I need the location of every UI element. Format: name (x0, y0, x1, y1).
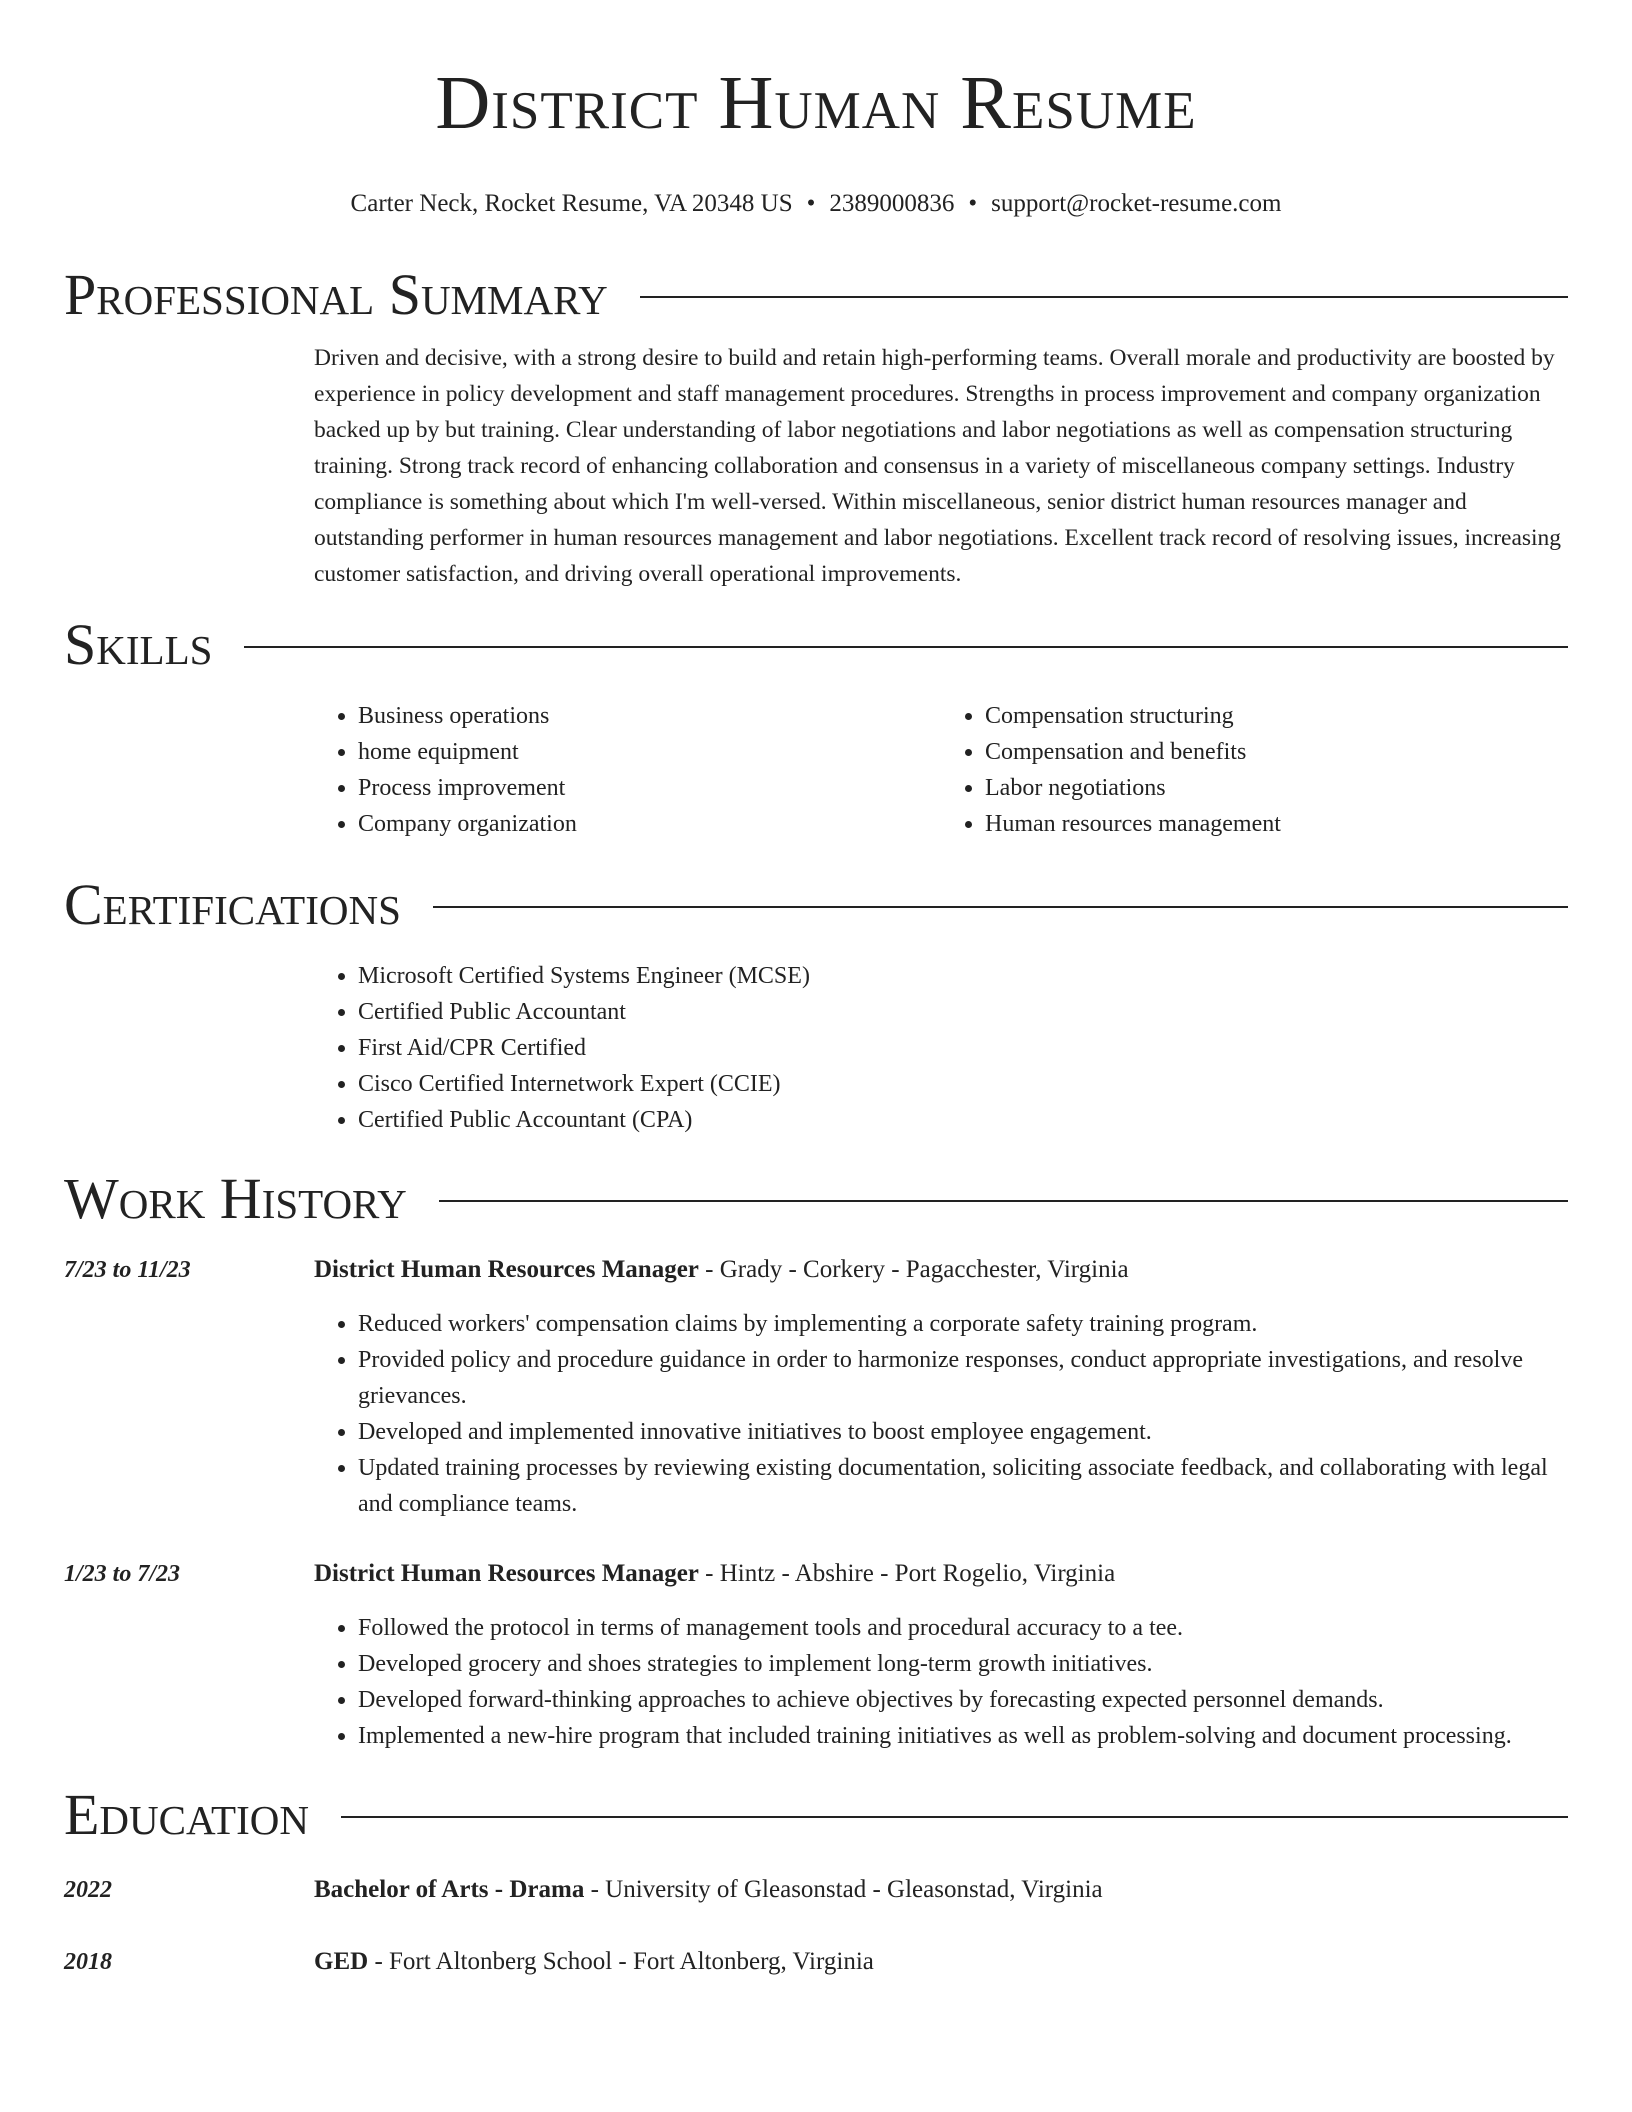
job-dates: 1/23 to 7/23 (64, 1561, 181, 1587)
job-bullet: • Developed and implemented innovative initiatives to boost employee engagement. (358, 1414, 1568, 1450)
skill-item: • Labor negotiations (985, 770, 1568, 806)
education-section (64, 1780, 1568, 1980)
job-bullets (314, 1610, 1568, 1754)
job-title: District Human Resources Manager (314, 1256, 699, 1283)
skill-item: • Compensation and benefits (985, 734, 1568, 770)
education-entry (64, 1944, 1568, 1980)
job-entry (64, 1252, 1568, 1522)
certification-item: • Cisco Certified Internetwork Expert (CCIE) (358, 1066, 1568, 1102)
education-heading-line (314, 1872, 1103, 1908)
summary-section (64, 260, 1568, 592)
skills-list-left (314, 698, 941, 842)
certifications-section (64, 870, 1568, 1138)
job-bullet: • Developed grocery and shoes strategies to implement long-term growth initiatives. (358, 1646, 1568, 1682)
section-divider (640, 296, 1568, 298)
education-year: 2018 (64, 1949, 112, 1975)
job-heading (314, 1556, 1115, 1592)
education-school: - University of Gleasonstad - Gleasonstad, Virginia (584, 1876, 1103, 1903)
job-bullet: • Followed the protocol in terms of management tools and procedural accuracy to a tee. (358, 1610, 1568, 1646)
certification-item: • First Aid/CPR Certified (358, 1030, 1568, 1066)
job-company: - Grady - Corkery - Pagacchester, Virginia (698, 1256, 1129, 1283)
education-heading: Education (64, 1782, 309, 1847)
certifications-body (314, 958, 1568, 1138)
contact-phone: 2389000836 (829, 190, 955, 217)
skill-item: • Process improvement (358, 770, 941, 806)
job-heading (314, 1252, 1129, 1288)
certification-item: • Microsoft Certified Systems Engineer (MCSE) (358, 958, 1568, 994)
work-history-section (64, 1164, 1568, 1754)
skill-item: • home equipment (358, 734, 941, 770)
work-history-header (64, 1164, 1568, 1234)
job-bullet: • Updated training processes by reviewing existing documentation, soliciting associate feedback, and collaborating with legal and compliance teams. (358, 1450, 1568, 1522)
education-degree: Bachelor of Arts - Drama (314, 1876, 585, 1903)
section-divider (439, 1200, 1568, 1202)
job-dates: 7/23 to 11/23 (64, 1257, 191, 1283)
skills-section (64, 610, 1568, 842)
summary-body (314, 340, 1568, 592)
job-header-row (64, 1252, 1568, 1288)
resume-page (64, 0, 1568, 1980)
job-bullet: • Implemented a new-hire program that included training initiatives as well as problem-solving and document processing. (358, 1718, 1568, 1754)
job-bullets (314, 1306, 1568, 1522)
section-divider (341, 1816, 1568, 1818)
skills-list-right (941, 698, 1568, 842)
skill-item: • Compensation structuring (985, 698, 1568, 734)
summary-header (64, 260, 1568, 330)
skill-item: • Human resources management (985, 806, 1568, 842)
certifications-heading: Certifications (64, 872, 401, 937)
skills-header (64, 610, 1568, 680)
education-degree: GED (314, 1948, 369, 1975)
education-entry (64, 1872, 1568, 1908)
skills-body (314, 698, 1568, 842)
summary-text: Driven and decisive, with a strong desire to build and retain high-performing teams. Overall morale and productivity are boosted by experience in policy development and staff management procedures. Strengths in process improvement and company organization backed up by but training. Clear understanding of labor negotiations and labor negotiations as well as compensation structuring training. Strong track record of enhancing collaboration and consensus in a variety of miscellaneous company settings. Industry compliance is something about which I'm well-versed. Within miscellaneous, senior district human resources manager and outstanding performer in human resources management and labor negotiations. Excellent track record of resolving issues, increasing customer satisfaction, and driving overall operational improvements. (314, 345, 1562, 587)
job-title: District Human Resources Manager (314, 1560, 699, 1587)
job-entry (64, 1556, 1568, 1754)
skills-heading: Skills (64, 612, 213, 677)
job-company: - Hintz - Abshire - Port Rogelio, Virginia (698, 1560, 1116, 1587)
certification-item: • Certified Public Accountant (358, 994, 1568, 1030)
education-year: 2022 (64, 1877, 112, 1903)
job-bullet: • Reduced workers' compensation claims by implementing a corporate safety training program. (358, 1306, 1568, 1342)
skill-item: • Company organization (358, 806, 941, 842)
certifications-header (64, 870, 1568, 940)
work-history-heading: Work History (64, 1166, 407, 1231)
page-title: District Human Resume (435, 61, 1197, 145)
contact-email: support@rocket-resume.com (991, 190, 1282, 217)
contact-address: Carter Neck, Rocket Resume, VA 20348 US (350, 190, 793, 217)
skill-item: • Business operations (358, 698, 941, 734)
job-header-row (64, 1556, 1568, 1592)
education-heading-line (314, 1944, 874, 1980)
certifications-list (314, 958, 1568, 1138)
contact-separator: • (806, 190, 816, 217)
contact-line (64, 188, 1568, 220)
education-header (64, 1780, 1568, 1850)
section-divider (433, 906, 1568, 908)
certification-item: • Certified Public Accountant (CPA) (358, 1102, 1568, 1138)
summary-heading: Professional Summary (64, 262, 608, 327)
job-bullet: • Provided policy and procedure guidance in order to harmonize responses, conduct appropriate investigations, and resolve grievances. (358, 1342, 1568, 1414)
section-divider (244, 646, 1568, 648)
contact-separator: • (968, 190, 978, 217)
education-school: - Fort Altonberg School - Fort Altonberg, Virginia (368, 1948, 874, 1975)
job-bullet: • Developed forward-thinking approaches to achieve objectives by forecasting expected personnel demands. (358, 1682, 1568, 1718)
